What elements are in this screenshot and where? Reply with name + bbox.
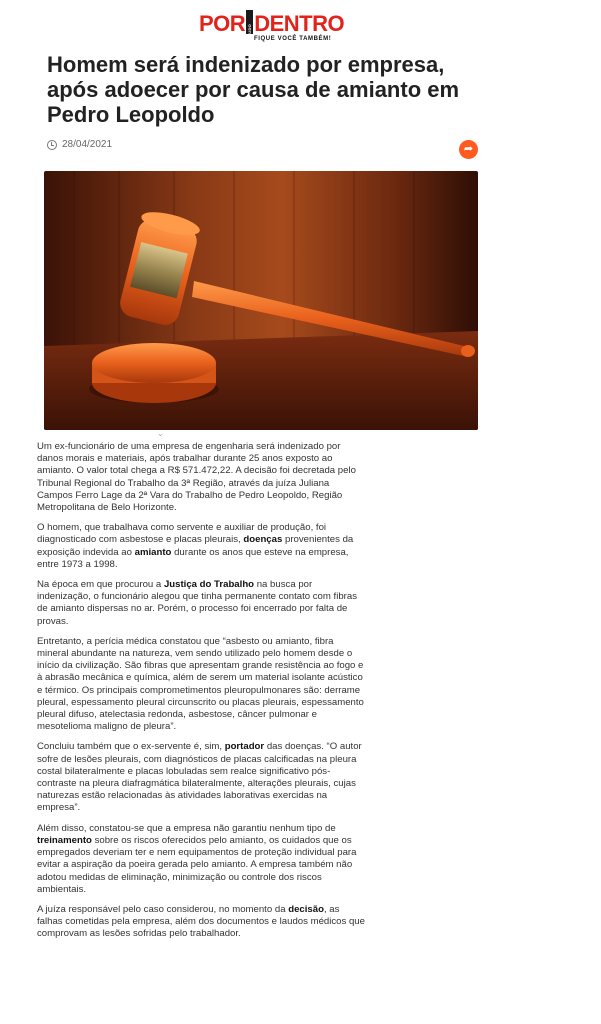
logo-side-text: DE TUDO (247, 23, 253, 45)
gavel-image (44, 171, 478, 430)
logo-tagline: FIQUE VOCÊ TAMBÉM! (254, 36, 332, 42)
article-paragraph (37, 823, 367, 896)
article-paragraph (37, 741, 367, 814)
paragraph-text: Além disso, constatou-se que a empresa não garantiu nenhum tipo de (37, 822, 336, 834)
article-paragraph (37, 579, 367, 628)
bold-term: decisão (288, 903, 324, 915)
paragraph-text: Entretanto, a perícia médica constatou que “asbesto ou amianto, fibra mineral abundante na natureza, vem sendo utilizado pelo homem desde o início da civilização. São fibras que apresentam grande resistência ao fogo e à abrasão mecânica e química, além de serem um material isolante acústico e térmico. Os principais comprometimentos pleuropulmonares são: derrame pleural, espessamento pleural circunscrito ou placas pleurais, espessamento pleural difuso, atelectasia redonda, asbestose, câncer pulmonar e mesotelioma maligno de pleura”. (37, 635, 364, 733)
bold-term: Justiça do Trabalho (163, 579, 255, 591)
caption-chevron-icon[interactable]: ⌄ (157, 429, 164, 438)
article-date-text: 28/04/2021 (62, 139, 113, 150)
article-paragraph (37, 904, 367, 941)
paragraph-text: durante os anos que esteve na empresa, entre 1973 a 1998. (37, 546, 349, 570)
logo-wordmark (199, 9, 345, 45)
logo-part-dentro: DENTRO (254, 11, 345, 36)
logo-separator (246, 10, 253, 45)
article-title: Homem será indenizado por empresa, após adoecer por causa de amianto em Pedro Leopoldo (47, 52, 460, 127)
article-image (44, 171, 478, 430)
article-date (47, 139, 112, 150)
article-paragraph (37, 441, 367, 514)
paragraph-text: sobre os riscos oferecidos pelo amianto, os cuidados que os empregados deveriam ter e nem equipamentos de proteção individual para evitar a aspiração da poeira gerada pelo amianto. A empresa também não adotou medidas de eliminação, minimização ou controle dos riscos ambientais. (37, 834, 357, 895)
paragraph-text: na busca por indenização, o funcionário alegou que tinha permanente contato com fibras de amianto dispersas no ar. Porém, o processo foi encerrado por falta de provas. (37, 579, 358, 627)
bold-term: treinamento (37, 834, 92, 846)
bold-term: portador (224, 741, 265, 753)
article-body (37, 441, 367, 949)
paragraph-text: das doenças. “O autor sofre de lesões pleurais, com diagnósticos de placas calcificadas na pleura costal bilateralmente e placas lobuladas sem realce significativo pós-contraste na pleura diafragmática bilateralmente, alterações pleurais, cujas naturezas estão relacionadas às atividades laborativas exercidas na empresa”. (37, 741, 362, 814)
bold-term: amianto (134, 546, 172, 558)
paragraph-text: A juíza responsável pelo caso considerou, no momento da (37, 903, 289, 915)
article-paragraph (37, 636, 367, 734)
article-paragraph (37, 522, 367, 571)
paragraph-text: O homem, que trabalhava como servente e auxiliar de produção, foi diagnosticado com asbestose e placas pleurais, (37, 522, 327, 546)
site-logo[interactable] (199, 9, 345, 47)
paragraph-text: Concluiu também que o ex-servente é, sim, (37, 741, 225, 753)
paragraph-text: Um ex-funcionário de uma empresa de engenharia será indenizado por danos morais e materiais, após trabalhar durante 25 anos exposto ao amianto. O valor total chega a R$ 571.472,22. A decisão foi decretada pelo Tribunal Regional do Trabalho da 3ª Região, através da juíza Juliana Campos Ferro Lage da 2ª Vara do Trabalho de Pedro Leopoldo, Região Metropolitana de Belo Horizonte. (37, 441, 356, 514)
paragraph-text: , as falhas cometidas pela empresa, além dos documentos e laudos médicos que comprovam as lesões sofridas pelo trabalhador. (37, 903, 365, 940)
logo-part-por: POR (199, 11, 246, 36)
share-icon: ➦ (463, 143, 474, 155)
paragraph-text: Na época em que procurou a (37, 579, 164, 591)
share-button[interactable] (459, 140, 478, 159)
paragraph-text: provenientes da exposição indevida ao (37, 534, 354, 558)
clock-icon (47, 140, 57, 150)
bold-term: doenças (243, 534, 283, 546)
